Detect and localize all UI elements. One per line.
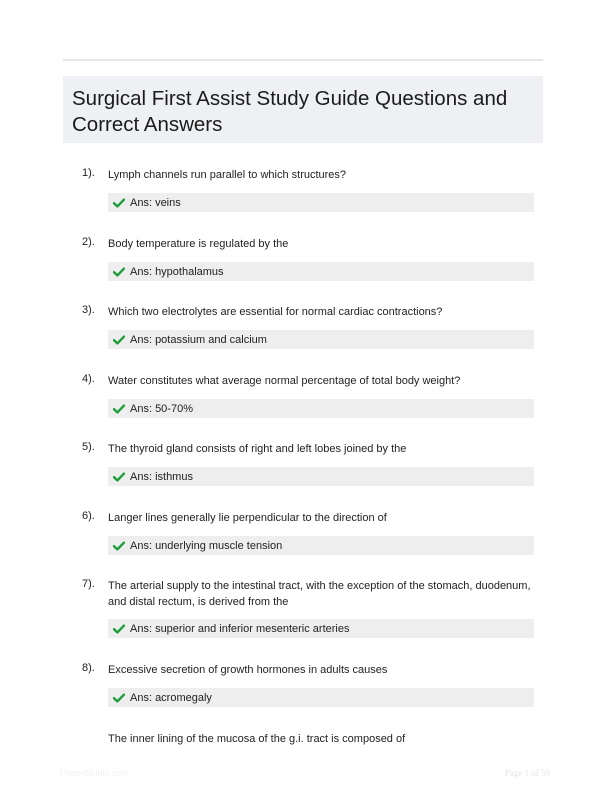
answer-box (108, 399, 534, 418)
answer-box (108, 262, 534, 281)
title-banner (63, 76, 543, 143)
page-title: Surgical First Assist Study Guide Questions and Correct Answers (72, 87, 508, 136)
question-number: 7). (82, 578, 95, 590)
question-number: 4). (82, 373, 95, 385)
answer-text: Ans: potassium and calcium (130, 333, 267, 346)
check-icon (113, 693, 125, 703)
answer-box (108, 536, 534, 555)
question-number: 5). (82, 441, 95, 453)
top-divider (63, 59, 543, 61)
answer-text: Ans: acromegaly (130, 691, 212, 704)
question-text: Body temperature is regulated by the (108, 238, 289, 250)
footer-site-watermark: PaperStudio.com (60, 768, 130, 778)
answer-text: Ans: underlying muscle tension (130, 539, 283, 552)
question-number: 2). (82, 236, 95, 248)
answer-box (108, 619, 534, 638)
question-text: Which two electrolytes are essential for normal cardiac contractions? (108, 306, 443, 318)
answer-text: Ans: 50-70% (130, 402, 193, 415)
question-text: The inner lining of the mucosa of the g.i. tract is composed of (108, 733, 406, 745)
check-icon (113, 624, 125, 634)
check-icon (113, 198, 125, 208)
answer-box (108, 688, 534, 707)
footer-page-number: Page 1 of 59 (504, 768, 550, 778)
check-icon (113, 472, 125, 482)
answer-text: Ans: isthmus (130, 470, 193, 483)
check-icon (113, 267, 125, 277)
question-number: 6). (82, 510, 95, 522)
question-number: 3). (82, 304, 95, 316)
answer-text: Ans: hypothalamus (130, 265, 224, 278)
check-icon (113, 541, 125, 551)
question-number: 1). (82, 167, 95, 179)
answer-box (108, 467, 534, 486)
check-icon (113, 335, 125, 345)
question-text: The thyroid gland consists of right and left lobes joined by the (108, 443, 407, 455)
answer-box (108, 330, 534, 349)
answer-text: Ans: veins (130, 196, 181, 209)
question-text: Langer lines generally lie perpendicular to the direction of (108, 512, 387, 524)
question-text: Water constitutes what average normal percentage of total body weight? (108, 375, 461, 387)
question-text: Lymph channels run parallel to which structures? (108, 169, 347, 181)
answer-box (108, 193, 534, 212)
check-icon (113, 404, 125, 414)
question-text: The arterial supply to the intestinal tract, with the exception of the stomach, duodenum, and distal rectum, is derived from the (108, 580, 531, 608)
answer-text: Ans: superior and inferior mesenteric arteries (130, 622, 350, 635)
question-text: Excessive secretion of growth hormones in adults causes (108, 664, 388, 676)
question-number: 8). (82, 662, 95, 674)
